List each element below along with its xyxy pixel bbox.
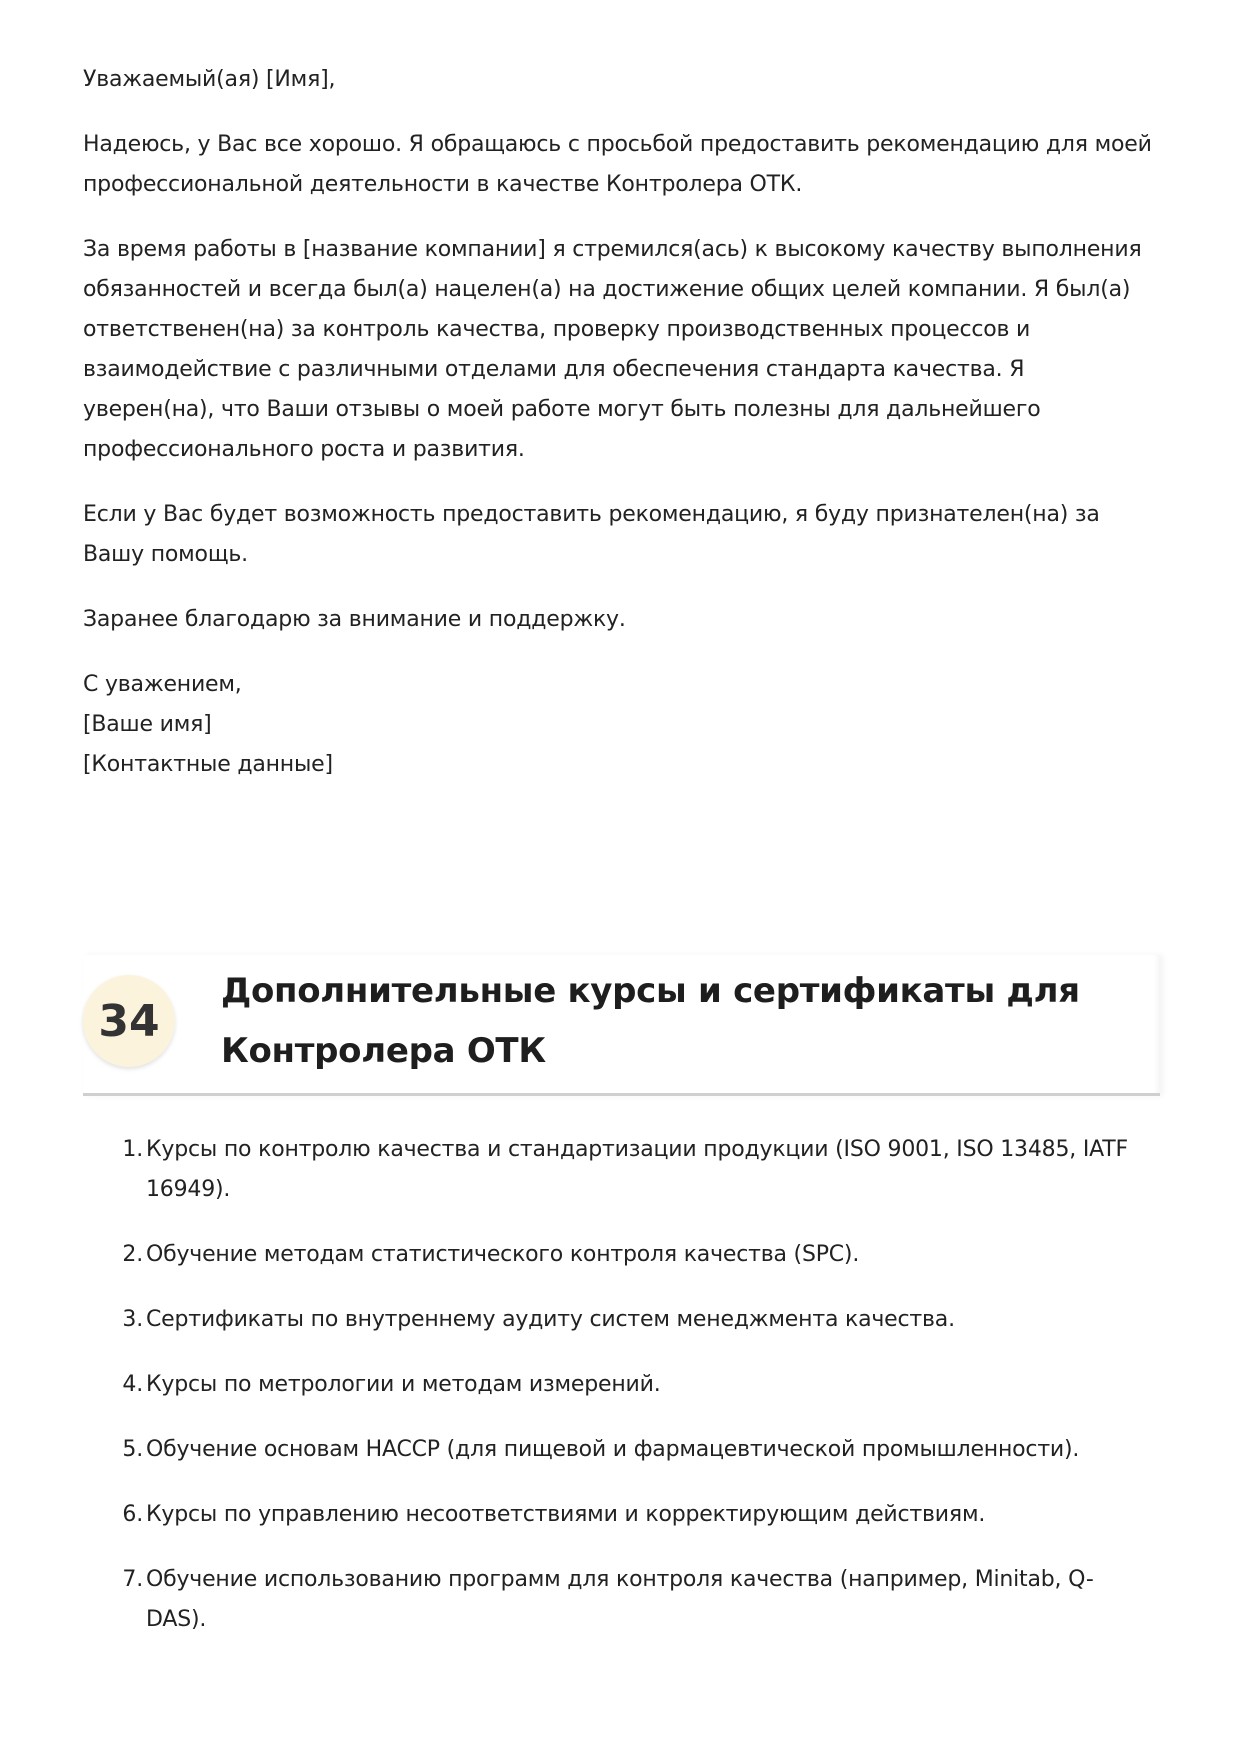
letter-paragraph: Если у Вас будет возможность предоставить рекомендацию, я буду признателен(на) за Вашу помощь.	[83, 502, 1100, 567]
recommendation-letter	[83, 60, 1160, 785]
list-item	[83, 1130, 1143, 1210]
list-item-text: Обучение использованию программ для контроля качества (например, Minitab, Q-DAS).	[146, 1567, 1094, 1632]
list-item-number: 1.	[122, 1137, 143, 1162]
list-item-number: 4.	[122, 1372, 143, 1397]
list-item	[83, 1560, 1143, 1640]
list-item-number: 7.	[122, 1567, 143, 1592]
letter-greeting: Уважаемый(ая) [Имя],	[83, 67, 336, 92]
list-item	[83, 1235, 1143, 1275]
list-item-number: 3.	[122, 1307, 143, 1332]
section-number-badge: 34	[83, 975, 175, 1067]
section-title: Дополнительные курсы и сертификаты для Контролера ОТК	[221, 971, 1080, 1071]
list-item-text: Обучение методам статистического контроля качества (SPC).	[146, 1242, 860, 1267]
list-item-text: Обучение основам HACCP (для пищевой и фармацевтической промышленности).	[146, 1437, 1080, 1462]
list-item	[83, 1365, 1143, 1405]
letter-paragraph: Надеюсь, у Вас все хорошо. Я обращаюсь с просьбой предоставить рекомендацию для моей профессиональной деятельности в качестве Контролера ОТК.	[83, 132, 1152, 197]
letter-contacts-placeholder: [Контактные данные]	[83, 752, 333, 777]
list-item	[83, 1300, 1143, 1340]
list-item-text: Курсы по управлению несоответствиями и корректирующим действиям.	[146, 1502, 986, 1527]
list-item-text: Курсы по контролю качества и стандартизации продукции (ISO 9001, ISO 13485, IATF 16949).	[146, 1137, 1128, 1202]
letter-paragraph: За время работы в [название компании] я стремился(ась) к высокому качеству выполнения обязанностей и всегда был(а) нацелен(а) на достижение общих целей компании. Я был(а) ответственен(на) за контроль качества, проверку производственных процессов и взаимодействие с различными отделами для обеспечения стандарта качества. Я уверен(на), что Ваши отзывы о моей работе могут быть полезны для дальнейшего профессионального роста и развития.	[83, 237, 1142, 462]
list-item-number: 2.	[122, 1242, 143, 1267]
letter-signoff: С уважением,	[83, 672, 242, 697]
letter-signature	[83, 665, 1160, 785]
letter-paragraph: Заранее благодарю за внимание и поддержку.	[83, 607, 626, 632]
list-item	[83, 1495, 1143, 1535]
list-item	[83, 1430, 1143, 1470]
list-item-text: Курсы по метрологии и методам измерений.	[146, 1372, 661, 1397]
courses-list	[83, 1130, 1143, 1665]
letter-name-placeholder: [Ваше имя]	[83, 712, 212, 737]
list-item-number: 6.	[122, 1502, 143, 1527]
section-header	[83, 955, 1160, 1096]
document-page	[83, 0, 1160, 1632]
list-item-number: 5.	[122, 1437, 143, 1462]
list-item-text: Сертификаты по внутреннему аудиту систем менеджмента качества.	[146, 1307, 955, 1332]
